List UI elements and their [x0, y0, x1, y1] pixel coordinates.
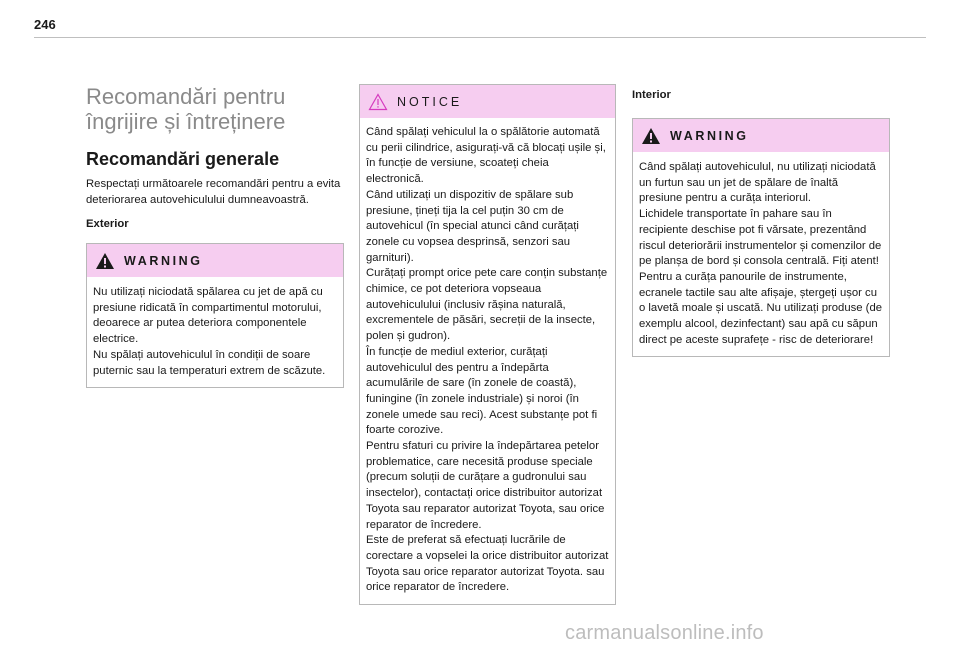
exterior-heading: Exterior: [86, 218, 129, 230]
notice-box: [359, 84, 616, 605]
warning-box-interior: [632, 118, 890, 357]
warning-box-header: [633, 119, 889, 152]
warning-text: Nu utilizați niciodată spălarea cu jet de apă cu presiune ridicată în compartimentul motorului, deoarece ar putea deteriora componentele electrice. Nu spălați autovehiculul în condiții de soare puternic sau la temperaturi extrem de scăzute.: [93, 286, 326, 377]
warning-triangle-icon: [641, 127, 661, 145]
section-title: Recomandări pentru îngrijire și întreținere: [86, 84, 286, 134]
page-number: 246: [34, 17, 56, 32]
site-watermark: carmanualsonline.info: [565, 622, 764, 644]
notice-text: Când spălați vehiculul la o spălătorie automată cu perii cilindrice, asigurați-vă că blocați ușile și, în funcție de versiune, scoateți cheia electronică. Când utilizați un dispozitiv de spălare sub presiune, țineți tija la cel puțin 30 cm de autovehicul (în special atunci când curățați zonele cu vopsea desprinsă, senzori sau garnituri). Curățați prompt orice pete care conțin substanțe chimice, ce pot deteriora vopseaua autovehiculului (inclusiv rășina naturală, excrementele de păsări, secreții de la insecte, polen și gudron). În funcție de mediul exterior, curățați autovehiculul des pentru a îndepărta acumulările de sare (în zonele de coastă), funingine (în zonele industriale) și noroi (în zonele umede sau reci). Acest substanțe pot fi foarte corozive. Pentru sfaturi cu privire la îndepărtarea petelor problematice, care necesită produse speciale (precum soluții de curățare a gudronului sau insectelor), contactați orice distribuitor autorizat Toyota sau reparator autorizat Toyota, sau orice reparator de încredere. Este de preferat să efectuați lucrările de corectare a vopselei la orice distribuitor autorizat Toyota sau orice reparator autorizat Toyota. sau orice reparator de încredere.: [366, 126, 609, 594]
warning-label: WARNING: [670, 128, 749, 143]
column-1: [86, 84, 344, 388]
interior-heading: Interior: [632, 89, 671, 101]
warning-triangle-icon: [95, 252, 115, 270]
notice-triangle-icon: [368, 93, 388, 111]
notice-box-header: [360, 85, 615, 118]
warning-box-header: [87, 244, 343, 277]
warning-box-exterior: [86, 243, 344, 388]
warning-text: Când spălați autovehiculul, nu utilizați niciodată un furtun sau un jet de spălare de înaltă presiune pentru a curăța interiorul. Lichidele transportate în pahare sau în recipiente deschise pot fi vărsate, prezentând riscul deteriorării instrumentelor și comenzilor de pe planșa de bord și consola centrală. Fiți atent! Pentru a curăța panourile de instrumente, ecranele tactile sau alte afișaje, ștergeți ușor cu o lavetă moale și uscată. Nu utilizați produse (de exemplu alcool, dezinfectant) sau apă cu săpun direct pe aceste suprafețe - risc de deteriorare!: [639, 161, 883, 346]
column-2: [359, 84, 616, 605]
warning-label: WARNING: [124, 253, 203, 268]
intro-paragraph: Respectați următoarele recomandări pentru a evita deteriorarea autovehiculului dumneavoastră.: [86, 178, 341, 206]
notice-label: NOTICE: [397, 94, 463, 109]
subsection-title: Recomandări generale: [86, 149, 280, 169]
column-3: [632, 84, 890, 357]
header-divider: [34, 37, 926, 38]
